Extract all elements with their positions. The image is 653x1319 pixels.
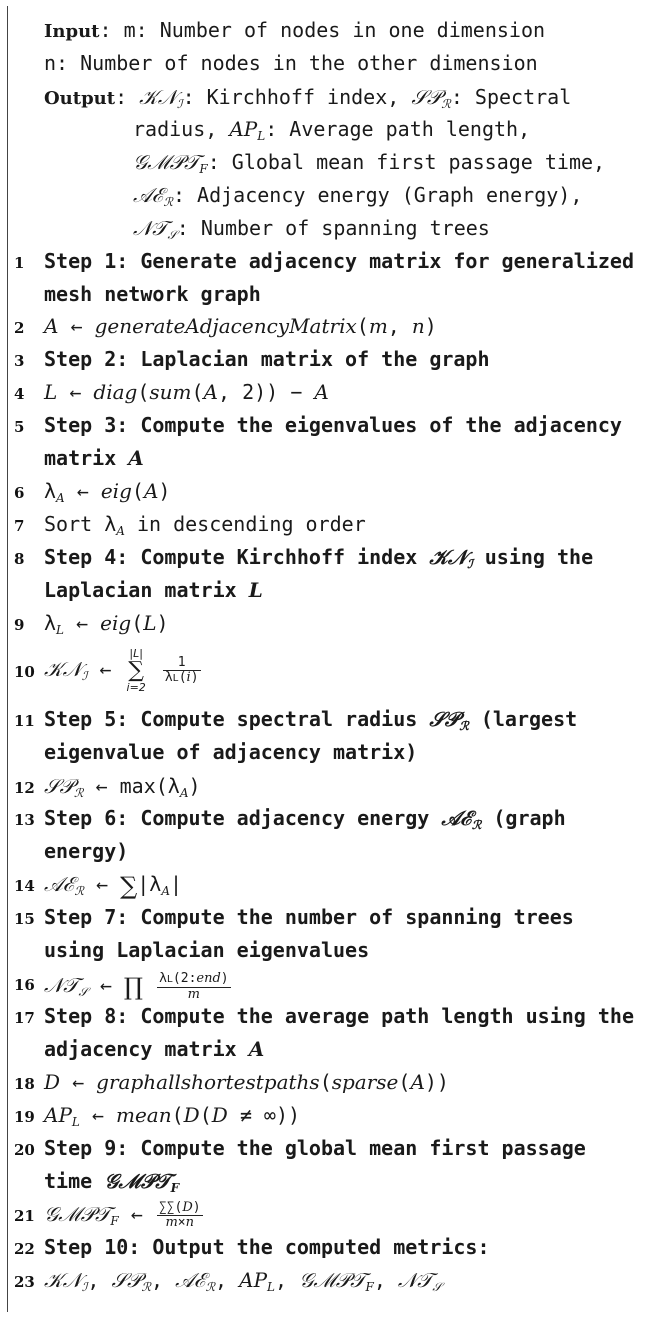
line-number-14: 14 [14, 877, 35, 895]
line-number-18: 18 [14, 1075, 35, 1093]
line-number-3: 3 [14, 352, 25, 370]
step-6-line-2: energy) [44, 839, 129, 863]
step-9-line-2: time 𝒢ℳ𝒫𝒯$_F$ [44, 1169, 180, 1195]
line-number-22: 22 [14, 1240, 35, 1258]
line-number-10: 10 [14, 663, 35, 681]
line-10: 𝒦𝒩$_ℐ$ ← |L| ∑ i=2 $\frac{1}{\lambda L(i)}$ [44, 646, 199, 694]
line-9: $\lambda_L$ ← eig(L) [44, 611, 169, 637]
line-number-15: 15 [14, 910, 35, 928]
line-number-17: 17 [14, 1009, 35, 1027]
fraction-gmfpt: $\frac{\sum\sum(D)}{m\times n}$ [158, 1200, 201, 1230]
output-line-4: 𝒜ℰ$_ℛ$: Adjacency energy (Graph energy), [133, 183, 583, 209]
line-number-1: 1 [14, 254, 25, 272]
left-rule [7, 6, 8, 1312]
line-21: 𝒢ℳ𝒫𝒯$_F$ ← $\frac{\sum\sum(D)}{m\times n}$ [44, 1200, 201, 1230]
line-number-12: 12 [14, 779, 35, 797]
line-16: 𝒩𝒯$_𝒮$ ← ∏ $\frac{\text{λL(2:end)}}{m}$ [44, 970, 229, 1002]
line-19: $AP_L$ ← mean(D(D ≠ ∞)) [44, 1103, 301, 1129]
line-number-11: 11 [14, 712, 35, 730]
step-6-line-1: Step 6: Compute adjacency energy 𝒜ℰ$_ℛ$ (graph [44, 806, 566, 832]
line-12: 𝒮𝒫$_ℛ$ ← $\max(\lambda_A)$ [44, 774, 201, 800]
step-9-line-1: Step 9: Compute the global mean first passage [44, 1136, 586, 1160]
step-10-line: Step 10: Output the computed metrics: [44, 1235, 490, 1259]
input-n: n: Number of nodes in the other dimension [44, 51, 538, 75]
fraction-kirchhoff: $\frac{1}{\lambda L(i)}$ [164, 654, 199, 685]
line-number-19: 19 [14, 1108, 35, 1126]
input-line-2 [44, 51, 538, 75]
step-7-line-2: using Laplacian eigenvalues [44, 938, 370, 962]
line-number-5: 5 [14, 418, 25, 436]
input-line-1: Input: m: Number of nodes in one dimension [44, 18, 546, 42]
step-1-line-1: Step 1: Generate adjacency matrix for generalized [44, 249, 635, 273]
line-7: Sort $\lambda_A$ in descending order [44, 512, 366, 538]
line-6: $\lambda_A$ ← eig(A) [44, 479, 171, 505]
step-8-line-1: Step 8: Compute the average path length using the [44, 1004, 635, 1028]
step-7-line-1: Step 7: Compute the number of spanning trees [44, 905, 574, 929]
line-23: 𝒦𝒩$_ℐ$, 𝒮𝒫$_ℛ$, 𝒜ℰ$_ℛ$, $AP_L$, 𝒢ℳ𝒫𝒯$_F$, 𝒩𝒯$_𝒮$ [44, 1268, 442, 1294]
step-3-line-1: Step 3: Compute the eigenvalues of the adjacency [44, 413, 622, 437]
line-number-16: 16 [14, 976, 35, 994]
step-1-line-2: mesh network graph [44, 282, 261, 306]
output-line-2: radius, $AP_L$: Average path length, [133, 117, 531, 143]
line-18: D ← graphallshortestpaths(sparse(A)) [44, 1070, 449, 1094]
output-line-3: 𝒢ℳ𝒫𝒯$_F$: Global mean first passage time, [133, 150, 606, 176]
step-5-line-2: eigenvalue of adjacency matrix) [44, 740, 418, 764]
fraction-spanning: $\frac{\text{λL(2:end)}}{m}$ [159, 970, 229, 1002]
sum-operator: |L| ∑ i=2 [126, 646, 146, 694]
line-number-7: 7 [14, 517, 25, 535]
step-8-line-2: adjacency matrix A [44, 1037, 265, 1061]
line-number-2: 2 [14, 319, 25, 337]
line-number-23: 23 [14, 1273, 35, 1291]
output-line-5: 𝒩𝒯$_𝒮$: Number of spanning trees [133, 216, 490, 242]
line-number-6: 6 [14, 484, 25, 502]
output-line-1: Output: 𝒦𝒩$_ℐ$: Kirchhoff index, 𝒮𝒫$_ℛ$: Spectral [44, 85, 572, 111]
step-3-line-2: matrix A [44, 446, 144, 470]
line-14: 𝒜ℰ$_ℛ$ ← $\sum|\lambda_A|$ [44, 872, 183, 900]
line-number-9: 9 [14, 616, 25, 634]
input-m: m: Number of nodes in one dimension [123, 18, 546, 42]
line-4: L ← diag(sum(A, 2)) − A [44, 380, 329, 404]
line-number-4: 4 [14, 385, 25, 403]
step-4-line-1: Step 4: Compute Kirchhoff index 𝒦𝒩$_ℐ$ using the [44, 545, 594, 571]
line-number-13: 13 [14, 811, 35, 829]
line-number-20: 20 [14, 1141, 35, 1159]
step-4-line-2: Laplacian matrix L [44, 578, 263, 602]
step-5-line-1: Step 5: Compute spectral radius 𝒮𝒫$_ℛ$ (largest [44, 707, 578, 733]
line-number-21: 21 [14, 1207, 35, 1225]
line-number-8: 8 [14, 550, 25, 568]
step-2-line: Step 2: Laplacian matrix of the graph [44, 347, 490, 371]
line-2: A ← generateAdjacencyMatrix(m, n) [44, 314, 437, 338]
